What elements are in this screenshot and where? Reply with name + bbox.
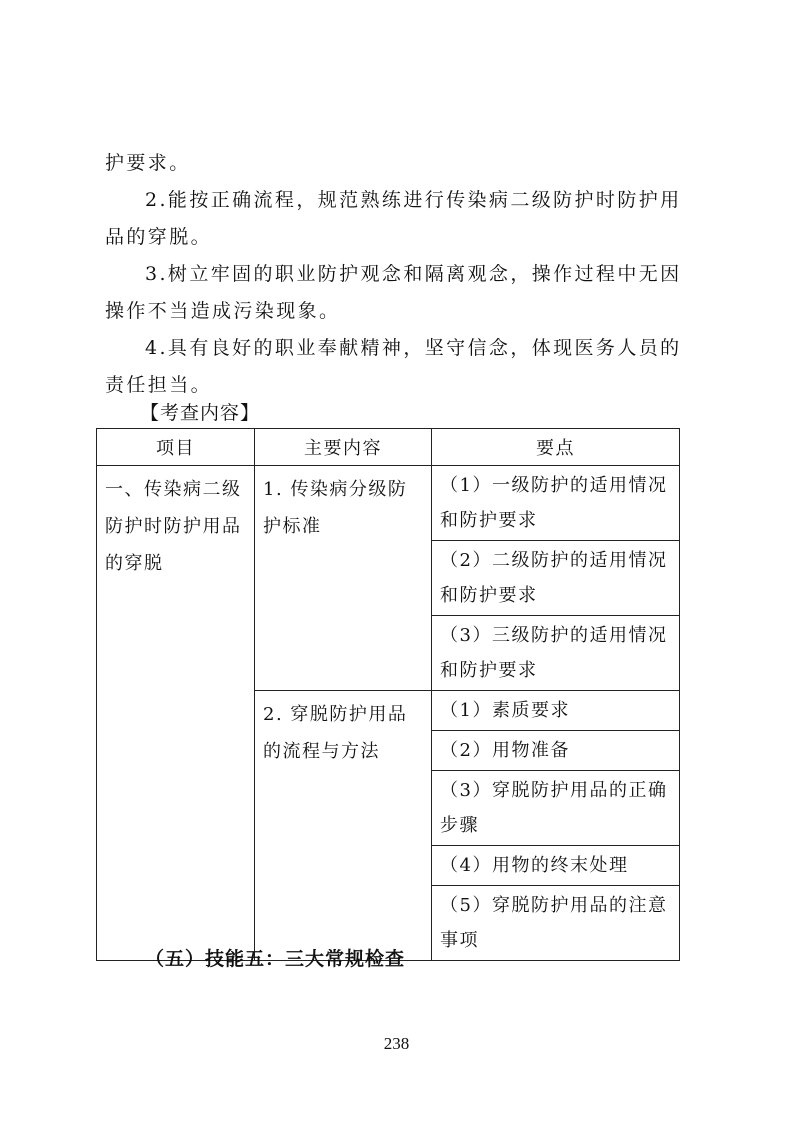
next-section-heading: （五）技能五：三大常规检查 [145, 948, 406, 970]
point-cell: （3）穿脱防护用品的正确步骤 [432, 771, 680, 846]
objective-2: 2.能按正确流程，规范熟练进行传染病二级防护时防护用品的穿脱。 [105, 189, 682, 248]
section-heading: 【考查内容】 [140, 402, 261, 424]
header-content: 主要内容 [255, 429, 432, 466]
objective-3: 3.树立牢固的职业防护观念和隔离观念，操作过程中无因操作不当造成污染现象。 [105, 263, 682, 322]
point-cell: （4）用物的终末处理 [432, 846, 680, 886]
point-cell: （1）一级防护的适用情况和防护要求 [432, 466, 680, 541]
point-cell: （1）素质要求 [432, 691, 680, 731]
content-cell: 1. 传染病分级防护标准 [255, 466, 432, 691]
content-table [96, 428, 680, 961]
point-cell: （5）穿脱防护用品的注意事项 [432, 886, 680, 961]
table-row [97, 466, 680, 541]
point-cell: （2）用物准备 [432, 731, 680, 771]
header-points: 要点 [432, 429, 680, 466]
point-cell: （3）三级防护的适用情况和防护要求 [432, 616, 680, 691]
objective-4: 4.具有良好的职业奉献精神，坚守信念，体现医务人员的责任担当。 [105, 337, 682, 396]
project-cell: 一、传染病二级防护时防护用品的穿脱 [97, 466, 255, 961]
table-header-row [97, 429, 680, 466]
header-project: 项目 [97, 429, 255, 466]
page-number: 238 [383, 1034, 410, 1053]
point-cell: （2）二级防护的适用情况和防护要求 [432, 541, 680, 616]
content-cell: 2. 穿脱防护用品的流程与方法 [255, 691, 432, 961]
paragraph-continuation: 护要求。 [105, 152, 191, 174]
